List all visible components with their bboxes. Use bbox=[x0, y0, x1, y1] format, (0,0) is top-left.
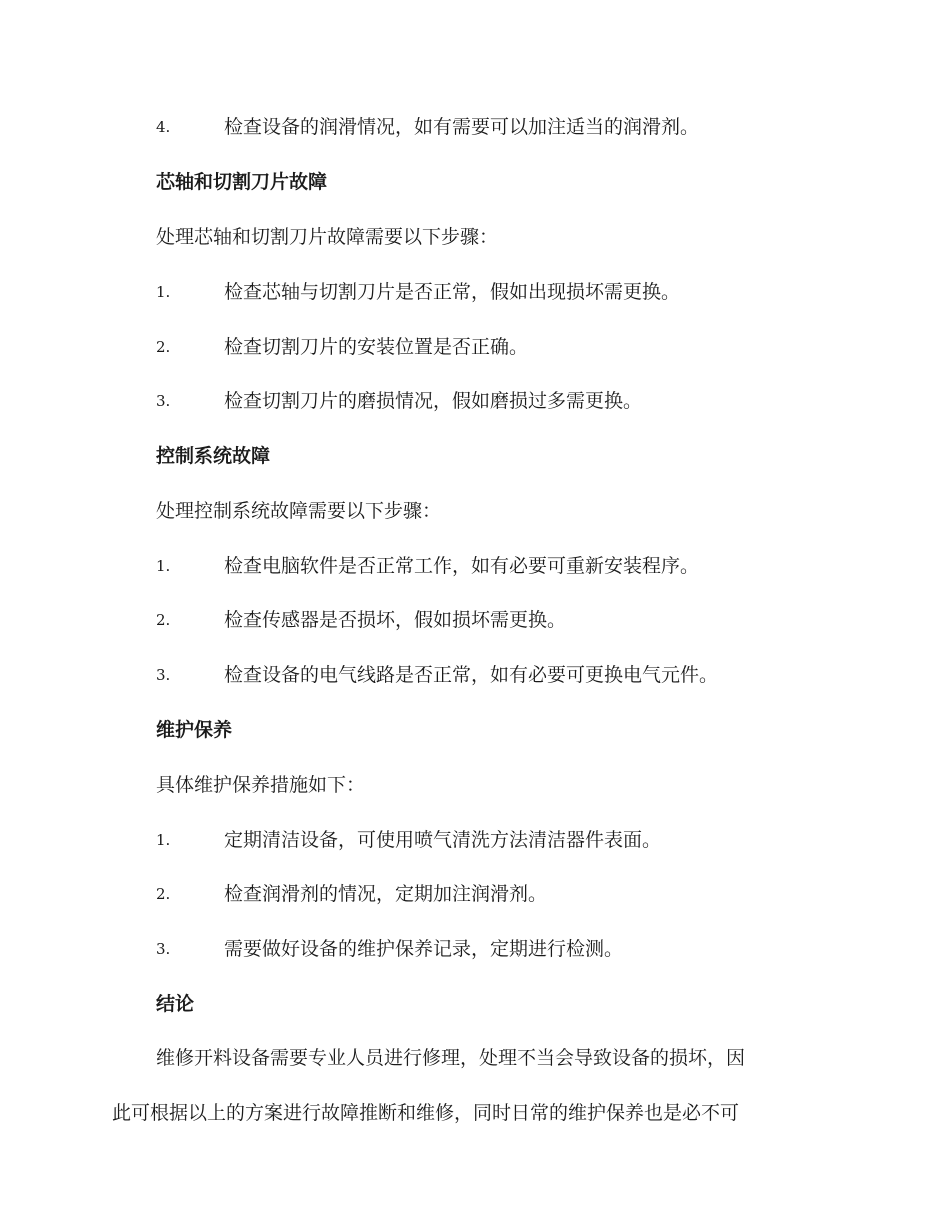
list-item-text: 检查设备的电气线路是否正常，如有必要可更换电气元件。 bbox=[224, 664, 719, 686]
list-item-text: 检查切割刀片的安装位置是否正确。 bbox=[224, 336, 529, 358]
list-item bbox=[156, 661, 876, 689]
list-item-text: 检查芯轴与切割刀片是否正常，假如出现损坏需更换。 bbox=[224, 281, 681, 303]
list-item bbox=[156, 387, 876, 415]
conclusion-paragraph-line: 维修开料设备需要专业人员进行修理，处理不当会导致设备的损坏，因 bbox=[156, 1047, 746, 1069]
list-item-number: 3. bbox=[156, 940, 171, 958]
list-item-text: 检查电脑软件是否正常工作，如有必要可重新安装程序。 bbox=[224, 555, 700, 577]
list-item bbox=[156, 606, 876, 634]
list-item bbox=[156, 826, 876, 854]
list-item-text: 需要做好设备的维护保养记录，定期进行检测。 bbox=[224, 938, 624, 960]
section-intro-mandrel: 处理芯轴和切割刀片故障需要以下步骤： bbox=[156, 226, 499, 248]
list-item bbox=[156, 113, 876, 141]
list-item bbox=[156, 278, 876, 306]
section-heading-control: 控制系统故障 bbox=[156, 445, 271, 467]
list-item-text: 检查传感器是否损坏，假如损坏需更换。 bbox=[224, 609, 567, 631]
list-item-text: 检查切割刀片的磨损情况，假如磨损过多需更换。 bbox=[224, 390, 643, 412]
list-item-number: 2. bbox=[156, 338, 171, 356]
section-heading-conclusion: 结论 bbox=[156, 993, 195, 1015]
conclusion-paragraph-line: 此可根据以上的方案进行故障推断和维修，同时日常的维护保养也是必不可 bbox=[112, 1102, 740, 1124]
list-item-text: 检查设备的润滑情况，如有需要可以加注适当的润滑剂。 bbox=[224, 116, 700, 138]
section-intro-control: 处理控制系统故障需要以下步骤： bbox=[156, 500, 442, 522]
list-item-text: 检查润滑剂的情况，定期加注润滑剂。 bbox=[224, 883, 548, 905]
list-item bbox=[156, 935, 876, 963]
list-item bbox=[156, 333, 876, 361]
list-item bbox=[156, 552, 876, 580]
list-item-text: 定期清洁设备，可使用喷气清洗方法清洁器件表面。 bbox=[224, 829, 662, 851]
list-item-number: 1. bbox=[156, 283, 171, 301]
list-item-number: 4. bbox=[156, 118, 171, 136]
list-item-number: 3. bbox=[156, 392, 171, 410]
list-item-number: 1. bbox=[156, 557, 171, 575]
list-item-number: 3. bbox=[156, 666, 171, 684]
list-item-number: 1. bbox=[156, 831, 171, 849]
list-item bbox=[156, 880, 876, 908]
section-heading-maintenance: 维护保养 bbox=[156, 719, 233, 741]
section-heading-mandrel: 芯轴和切割刀片故障 bbox=[156, 171, 328, 193]
section-intro-maintenance: 具体维护保养措施如下： bbox=[156, 774, 366, 796]
list-item-number: 2. bbox=[156, 611, 171, 629]
list-item-number: 2. bbox=[156, 885, 171, 903]
